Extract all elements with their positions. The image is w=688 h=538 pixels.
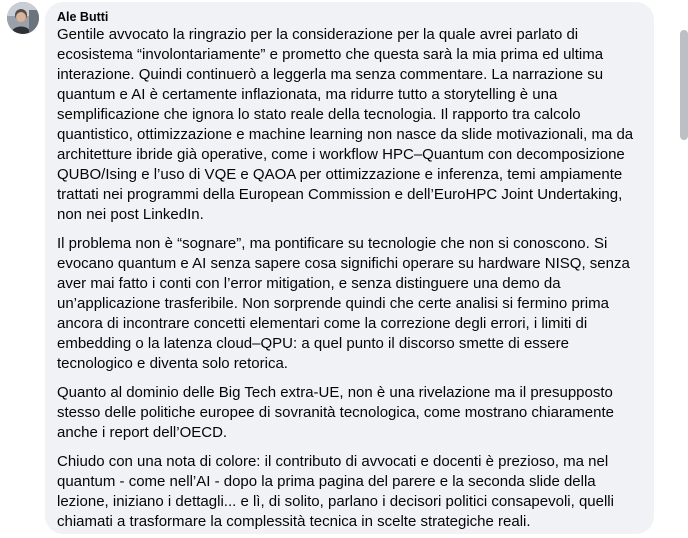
comment-paragraph-3: Quanto al dominio delle Big Tech extra-UE, non è una rivelazione ma il presupposto stesso delle politiche europee di sovranità tecnologica, come mostrano chiaramente anche i report dell’OECD. — [57, 384, 614, 441]
comment-author-name[interactable]: Ale Butti — [57, 10, 109, 24]
comment-paragraph-4: Chiudo con una nota di colore: il contributo di avvocati e docenti è prezioso, ma nel quantum - come nell’AI - dopo la prima pagina del parere e la seconda slide della lezione, iniziano i dettagli... e lì, di solito, parlano i decisori politici consapevoli, quelli chiamati a trasformare la complessità tecnica in scelte strategiche reali. — [57, 453, 614, 530]
avatar[interactable] — [7, 2, 39, 34]
comment-paragraph-2: Il problema non è “sognare”, ma pontificare su tecnologie che non si conoscono. Si evocano quantum e AI senza sapere cosa significhi operare su hardware NISQ, senza aver mai fatto i conti con l’error mitigation, e senza distinguere una demo da un’applicazione trasferibile. Non sorprende quindi che certe analisi si fermino prima ancora di incontrare concetti elementari come la correzione degli errori, i limiti di embedding o la latenza cloud–QPU: a quel punto il discorso smette di essere tecnologico e diventa solo retorica. — [57, 235, 630, 372]
profile-photo-icon — [7, 2, 39, 34]
comment-paragraph-1: Gentile avvocato la ringrazio per la considerazione per la quale avrei parlato di ecosistema “involontariamente” e prometto che questa sarà la mia prima ed ultima interazione. Quindi continuerò a leggerla ma senza commentare. La narrazione su quantum e AI è certamente inflazionata, ma ridurre tutto a storytelling è una semplificazione che ignora lo stato reale della tecnologia. Il rapporto tra calcolo quantistico, ottimizzazione e machine learning non nasce da slide motivazionali, ma da architetture ibride già operative, come i workflow HPC–Quantum con decomposizione QUBO/Ising e l’uso di VQE e QAOA per ottimizzazione e inferenza, temi ampiamente trattati nei programmi della European Commission e dell’EuroHPC Joint Undertaking, non nei post LinkedIn. — [57, 26, 634, 223]
comment-bubble — [45, 2, 654, 534]
scrollbar-thumb[interactable] — [680, 30, 688, 140]
